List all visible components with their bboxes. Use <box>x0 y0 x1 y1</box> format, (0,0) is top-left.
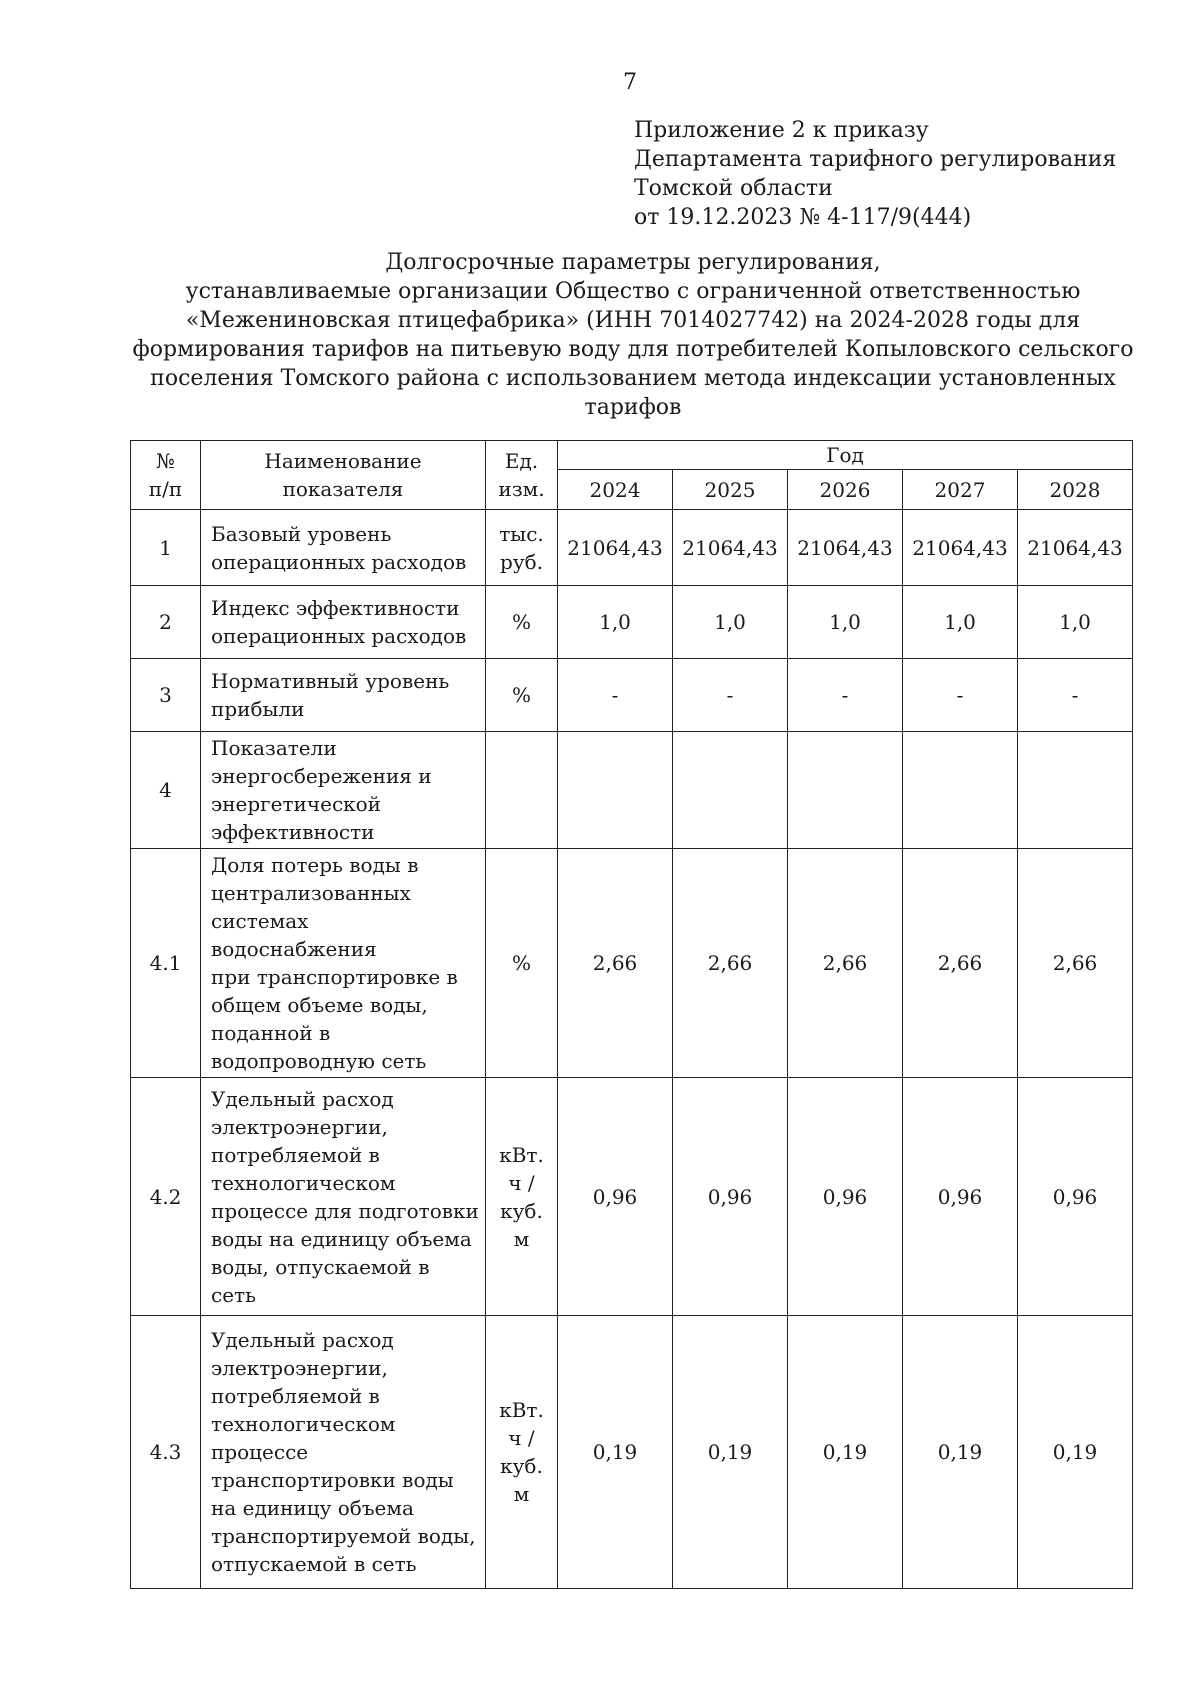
header-name: Наименование показателя <box>201 441 486 510</box>
row-value: 0,96 <box>673 1078 788 1316</box>
row-unit <box>486 586 558 659</box>
row-value: 1,0 <box>1018 586 1133 659</box>
row-number: 4.3 <box>131 1316 201 1589</box>
unit-line: кВт. <box>499 1398 544 1422</box>
title-line: Долгосрочные параметры регулирования, <box>385 250 881 275</box>
indicator-name-line: потребляемой в <box>211 1384 380 1408</box>
row-number: 4 <box>131 732 201 849</box>
row-value <box>788 732 903 849</box>
row-number: 1 <box>131 510 201 586</box>
indicator-name-line: Удельный расход <box>211 1086 394 1111</box>
row-value: 21064,43 <box>903 510 1018 586</box>
row-value: 0,96 <box>1018 1078 1133 1316</box>
indicator-name-line: процессе <box>211 1440 309 1464</box>
indicator-name-line: технологическом <box>211 1170 396 1195</box>
indicator-name-line: при транспортировке в <box>211 965 458 989</box>
indicator-name-line: транспортируемой воды, <box>211 1524 476 1548</box>
title-line: «Межениновская птицефабрика» (ИНН 7014027742) на 2024-2028 годы для <box>185 308 1081 333</box>
table-row <box>131 849 1133 1078</box>
unit-line: м <box>513 1226 530 1251</box>
table-body <box>131 510 1133 1589</box>
indicator-name-line: операционных расходов <box>211 624 467 648</box>
title-line: устанавливаемые организации Общество с ограниченной ответственностью <box>185 279 1081 304</box>
unit-line: % <box>511 610 531 634</box>
unit-line: % <box>511 951 531 975</box>
row-value: 0,96 <box>558 1078 673 1316</box>
row-indicator-name <box>201 659 486 732</box>
row-value: 0,19 <box>558 1316 673 1589</box>
header-year: 2027 <box>903 470 1018 510</box>
indicator-name-line: прибыли <box>211 697 305 721</box>
indicator-name-line: системах водоснабжения <box>211 909 377 961</box>
indicator-name-line: технологическом <box>211 1412 396 1436</box>
row-indicator-name <box>201 1078 486 1316</box>
row-unit <box>486 849 558 1078</box>
appendix-line: Приложение 2 к приказу <box>634 118 929 143</box>
unit-line: ч / <box>508 1170 535 1195</box>
document-title <box>128 248 1138 422</box>
indicator-name-line: энергетической <box>211 792 382 816</box>
row-number: 4.2 <box>131 1078 201 1316</box>
indicator-name-line: централизованных <box>211 881 411 905</box>
row-indicator-name <box>201 732 486 849</box>
appendix-line: Департамента тарифного регулирования <box>634 147 1117 172</box>
indicator-name-line: на единицу объема <box>211 1496 414 1520</box>
unit-line: тыс. <box>499 521 544 546</box>
row-value: 21064,43 <box>558 510 673 586</box>
row-value: 2,66 <box>558 849 673 1078</box>
row-value: 1,0 <box>558 586 673 659</box>
appendix-line: Томской области <box>634 176 833 201</box>
table-row <box>131 510 1133 586</box>
indicator-name-line: электроэнергии, <box>211 1356 388 1380</box>
row-value: 21064,43 <box>1018 510 1133 586</box>
indicator-name-line: потребляемой в <box>211 1142 380 1167</box>
indicator-name-line: Нормативный уровень <box>211 669 450 693</box>
indicator-name-line: электроэнергии, <box>211 1114 388 1139</box>
indicator-name-line: эффективности <box>211 820 375 844</box>
row-value: - <box>558 659 673 732</box>
header-year: 2026 <box>788 470 903 510</box>
indicator-name-line: поданной в <box>211 1021 331 1045</box>
row-value: 0,19 <box>903 1316 1018 1589</box>
header-year: 2024 <box>558 470 673 510</box>
row-value <box>673 732 788 849</box>
row-value <box>1018 732 1133 849</box>
row-value: - <box>673 659 788 732</box>
unit-line: м <box>513 1482 530 1506</box>
header-unit: Ед. изм. <box>486 441 558 510</box>
row-value: 2,66 <box>903 849 1018 1078</box>
table-row <box>131 1078 1133 1316</box>
table-row <box>131 732 1133 849</box>
row-indicator-name <box>201 510 486 586</box>
indicator-name-line: энергосбережения и <box>211 764 432 788</box>
title-line: поселения Томского района с использованием метода индексации установленных <box>150 366 1116 391</box>
row-unit <box>486 1078 558 1316</box>
unit-line: % <box>511 683 531 707</box>
header-num: № п/п <box>131 441 201 510</box>
row-value: 21064,43 <box>788 510 903 586</box>
row-value: 0,96 <box>903 1078 1018 1316</box>
table-row <box>131 1316 1133 1589</box>
title-line: тарифов <box>584 395 682 420</box>
indicator-name-line: воды, отпускаемой в <box>211 1254 430 1279</box>
row-value: 2,66 <box>1018 849 1133 1078</box>
row-value: 1,0 <box>903 586 1018 659</box>
row-indicator-name <box>201 586 486 659</box>
row-value: 21064,43 <box>673 510 788 586</box>
page-number: 7 <box>623 70 637 95</box>
table-row <box>131 586 1133 659</box>
table-row <box>131 659 1133 732</box>
title-line: формирования тарифов на питьевую воду для потребителей Копыловского сельского <box>132 337 1134 362</box>
row-unit <box>486 510 558 586</box>
unit-line: куб. <box>500 1454 543 1478</box>
appendix-line: от 19.12.2023 № 4-117/9(444) <box>634 205 972 230</box>
unit-line: руб. <box>500 549 543 574</box>
row-unit <box>486 732 558 849</box>
indicator-name-line: водопроводную сеть <box>211 1049 427 1073</box>
indicator-name-line: Доля потерь воды в <box>211 853 419 877</box>
row-unit <box>486 659 558 732</box>
row-value: - <box>788 659 903 732</box>
indicator-name-line: Удельный расход <box>211 1328 394 1352</box>
row-value: - <box>1018 659 1133 732</box>
row-value: 0,96 <box>788 1078 903 1316</box>
header-year: 2028 <box>1018 470 1133 510</box>
row-number: 3 <box>131 659 201 732</box>
indicator-name-line: операционных расходов <box>211 549 467 574</box>
indicator-name-line: общем объеме воды, <box>211 993 428 1017</box>
row-value: 2,66 <box>788 849 903 1078</box>
row-value: 1,0 <box>673 586 788 659</box>
unit-line: ч / <box>508 1426 535 1450</box>
unit-line: кВт. <box>499 1142 544 1167</box>
row-value: 1,0 <box>788 586 903 659</box>
row-indicator-name <box>201 1316 486 1589</box>
unit-line: куб. <box>500 1198 543 1223</box>
row-value: 0,19 <box>1018 1316 1133 1589</box>
indicator-name-line: отпускаемой в сеть <box>211 1552 417 1576</box>
row-value: - <box>903 659 1018 732</box>
row-indicator-name <box>201 849 486 1078</box>
header-year: 2025 <box>673 470 788 510</box>
indicator-name-line: транспортировки воды <box>211 1468 454 1492</box>
indicator-name-line: Показатели <box>211 736 337 760</box>
indicator-name-line: процессе для подготовки <box>211 1198 479 1223</box>
row-number: 4.1 <box>131 849 201 1078</box>
indicator-name-line: сеть <box>211 1282 256 1307</box>
table-header-row <box>131 441 1133 470</box>
row-value: 0,19 <box>673 1316 788 1589</box>
parameters-table <box>130 440 1133 1589</box>
row-unit <box>486 1316 558 1589</box>
row-number: 2 <box>131 586 201 659</box>
row-value <box>903 732 1018 849</box>
row-value <box>558 732 673 849</box>
header-year-group: Год <box>558 441 1133 470</box>
row-value: 2,66 <box>673 849 788 1078</box>
appendix-header <box>634 116 1116 232</box>
indicator-name-line: Базовый уровень <box>211 521 392 546</box>
row-value: 0,19 <box>788 1316 903 1589</box>
indicator-name-line: Индекс эффективности <box>211 596 460 620</box>
indicator-name-line: воды на единицу объема <box>211 1226 472 1251</box>
